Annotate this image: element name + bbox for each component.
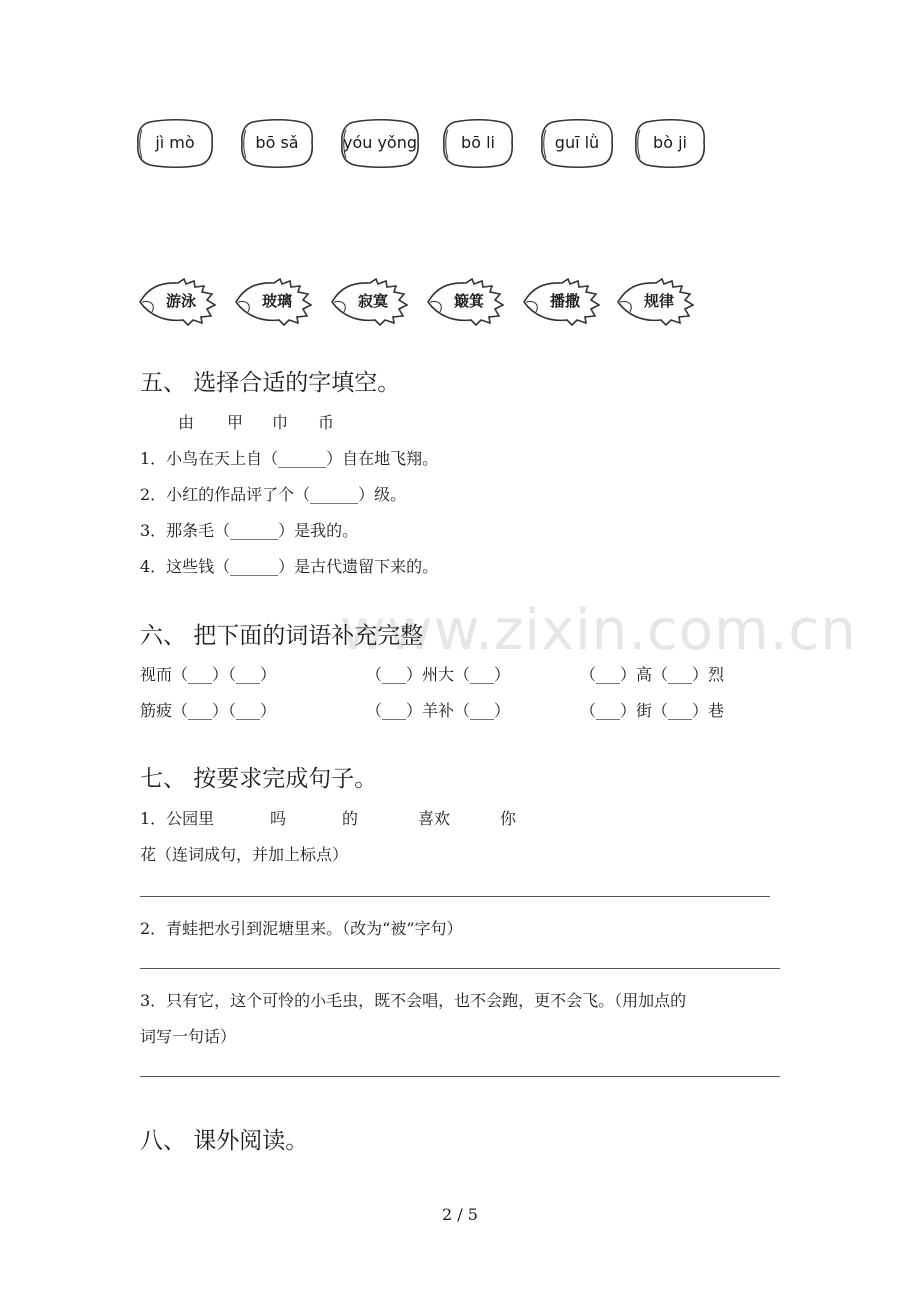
- leaf-text: 玻璃: [261, 292, 292, 310]
- scrambled-word: 的: [342, 809, 359, 828]
- leaf-text: 规律: [643, 292, 674, 310]
- leaf-text: 游泳: [165, 292, 196, 310]
- option-char: 由: [178, 413, 195, 432]
- leaf-word-row: [138, 278, 718, 328]
- scrambled-word: 吗: [270, 809, 287, 828]
- section6-title: 六、 把下面的词语补充完整: [140, 623, 424, 649]
- pinyin-bubble: [540, 118, 614, 170]
- question-item: 2．小红的作品评了个（______）级。: [140, 485, 407, 504]
- scrambled-word: 喜欢: [418, 809, 451, 828]
- question-item: 词写一句话）: [140, 1027, 237, 1046]
- pinyin-bubble: [340, 118, 420, 170]
- leaf-word: [616, 278, 694, 326]
- section8-title: 八、 课外阅读。: [140, 1128, 309, 1154]
- leaf-word: [522, 278, 600, 326]
- answer-line: [140, 1076, 780, 1077]
- question-item: 3．只有它，这个可怜的小毛虫，既不会唱，也不会跑，更不会飞。（用加点的: [140, 991, 687, 1010]
- pinyin-text: yóu yǒng: [342, 133, 418, 152]
- leaf-text: 寂寞: [357, 292, 388, 310]
- fill-blank-phrase: 视而（___）（___）: [140, 665, 277, 684]
- question-item: 1．小鸟在天上自（______）自在地飞翔。: [140, 449, 439, 468]
- pinyin-text: guī lǜ: [554, 133, 600, 152]
- pinyin-text: bò ji: [653, 133, 687, 152]
- watermark: www.zixin.com.cn: [340, 598, 857, 663]
- question-item: 花（连词成句，并加上标点）: [140, 845, 349, 864]
- leaf-word: [330, 278, 408, 326]
- pinyin-bubble: [634, 118, 706, 170]
- option-char: 甲: [227, 413, 244, 432]
- leaf-word: [234, 278, 312, 326]
- pinyin-bubble: [240, 118, 314, 170]
- fill-blank-phrase: 筋疲（___）（___）: [140, 701, 277, 720]
- question-item: 2．青蛙把水引到泥塘里来。（改为“被”字句）: [140, 919, 463, 938]
- leaf-word: [426, 278, 504, 326]
- option-char: 巾: [272, 413, 289, 432]
- pinyin-bubble: [442, 118, 514, 170]
- fill-blank-phrase: （___）羊补（___）: [366, 701, 511, 720]
- pinyin-text: bō sǎ: [255, 133, 299, 152]
- leaf-word: [138, 278, 216, 326]
- fill-blank-phrase: （___）高（___）烈: [580, 665, 725, 684]
- option-char: 币: [318, 413, 335, 432]
- scrambled-word: 1．公园里: [140, 809, 215, 828]
- page-number: 2 / 5: [442, 1205, 478, 1224]
- pinyin-bubble: [136, 118, 214, 170]
- answer-line: [140, 896, 770, 897]
- pinyin-text: jì mò: [155, 133, 195, 152]
- fill-blank-phrase: （___）州大（___）: [366, 665, 511, 684]
- section5-title: 五、 选择合适的字填空。: [140, 370, 401, 396]
- question-item: 3．那条毛（______）是我的。: [140, 521, 359, 540]
- fill-blank-phrase: （___）街（___）巷: [580, 701, 725, 720]
- leaf-text: 簸箕: [453, 292, 484, 310]
- question-item: 4．这些钱（______）是古代遗留下来的。: [140, 557, 439, 576]
- leaf-text: 播撒: [549, 292, 580, 310]
- pinyin-bubble-row: [136, 118, 716, 172]
- pinyin-text: bō li: [461, 133, 495, 152]
- scrambled-word: 你: [500, 809, 517, 828]
- answer-line: [140, 968, 780, 969]
- section7-title: 七、 按要求完成句子。: [140, 766, 378, 792]
